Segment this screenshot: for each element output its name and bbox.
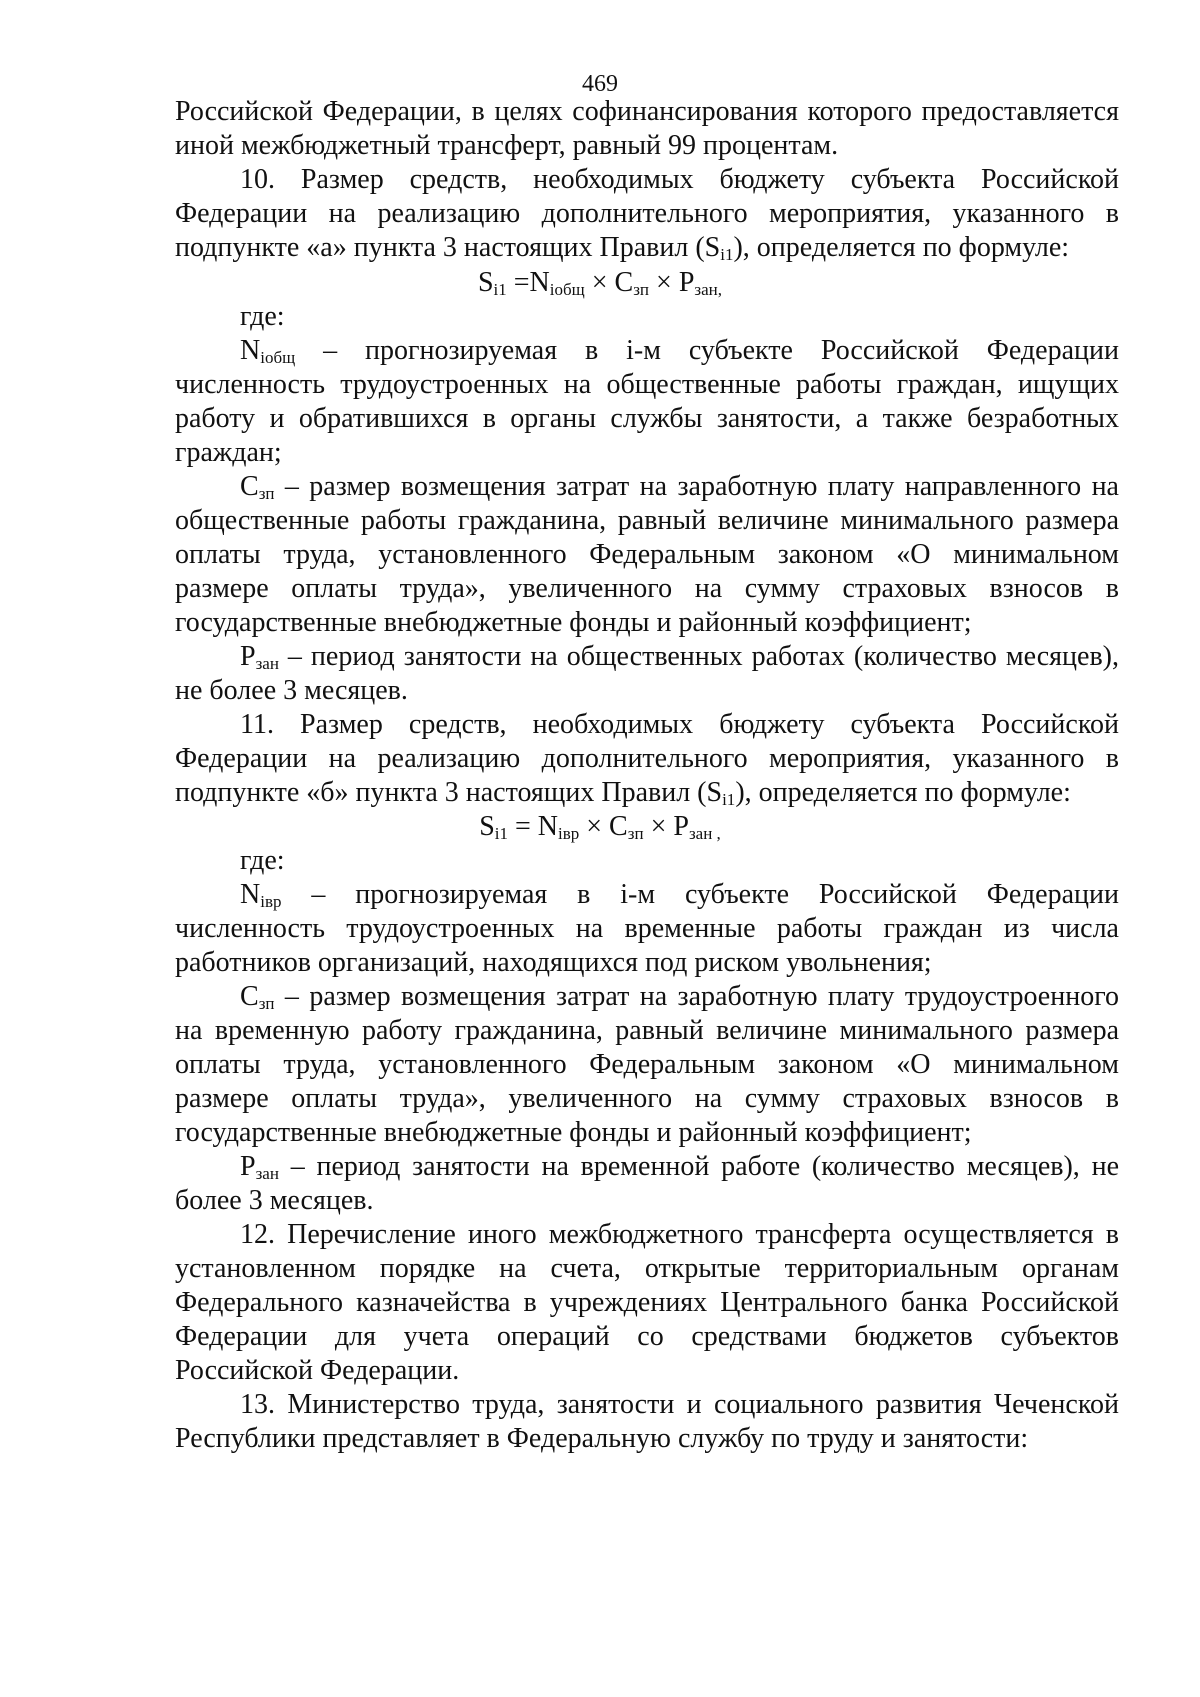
text-line: на временную работу гражданина, равный величине минимального размера <box>175 1015 1119 1046</box>
text-line: Республики представляет в Федеральную службу по труду и занятости: <box>175 1423 1029 1454</box>
text-line: Федерации для учета операций со средствами бюджетов субъектов <box>175 1321 1119 1352</box>
text-line: Российской Федерации. <box>175 1355 460 1386</box>
definition-line: $P_{зан}$ – период занятости на общественных работах (количество месяцев), <box>240 641 1119 673</box>
text-line: иной межбюджетный трансферт, равный 99 процентам. <box>175 130 839 161</box>
definition-line: $N_{iвр}$ – прогнозируемая в i-м субъекте Российской Федерации <box>240 879 1119 911</box>
formula-1: $S_{i1} =N_{iобщ} \times C_{зп} \times P_{зан,}$ <box>477 267 723 299</box>
formula-2: $S_{i1} = N_{iвр} \times C_{зп} \times P_{зан ,}$ <box>479 811 721 843</box>
definition-line: $P_{зан}$ – период занятости на временной работе (количество месяцев), не <box>240 1151 1119 1183</box>
text-line: государственные внебюджетные фонды и районный коэффициент; <box>175 607 972 638</box>
text-line-with-subscript: подпункте «б» пункта 3 настоящих Правил $(S_{i1})$, определяется по формуле: <box>175 777 1071 809</box>
text-line: работников организаций, находящихся под риском увольнения; <box>175 947 932 978</box>
text-line: где: <box>240 301 285 332</box>
text-line: Российской Федерации, в целях софинансирования которого предоставляется <box>175 96 1119 127</box>
text-line-with-subscript: подпункте «а» пункта 3 настоящих Правил $(S_{i1})$, определяется по формуле: <box>175 232 1070 264</box>
text-line: работу и обратившихся в органы службы занятости, а также безработных <box>175 403 1119 434</box>
text-line: Федерации на реализацию дополнительного мероприятия, указанного в <box>175 198 1119 229</box>
text-line: численность трудоустроенных на временные работы граждан из числа <box>175 913 1119 944</box>
text-line: более 3 месяцев. <box>175 1185 374 1216</box>
paragraph-12-first-line: 12. Перечисление иного межбюджетного трансферта осуществляется в <box>240 1219 1119 1250</box>
text-line: численность трудоустроенных на общественные работы граждан, ищущих <box>175 369 1119 400</box>
definition-line: $N_{iобщ}$ – прогнозируемая в i-м субъекте Российской Федерации <box>240 335 1119 367</box>
text-line: где: <box>240 845 285 876</box>
text-line: не более 3 месяцев. <box>175 675 408 706</box>
paragraph-10-first-line: 10. Размер средств, необходимых бюджету субъекта Российской <box>240 164 1119 195</box>
text-line: установленном порядке на счета, открытые территориальным органам <box>175 1253 1119 1284</box>
paragraph-11-first-line: 11. Размер средств, необходимых бюджету субъекта Российской <box>240 709 1119 740</box>
paragraph-13-first-line: 13. Министерство труда, занятости и социального развития Чеченской <box>240 1389 1119 1420</box>
text-line: Федерации на реализацию дополнительного мероприятия, указанного в <box>175 743 1119 774</box>
definition-line: $C_{зп}$ – размер возмещения затрат на заработную плату направленного на <box>240 471 1119 503</box>
text-line: общественные работы гражданина, равный величине минимального размера <box>175 505 1119 536</box>
definition-line: $C_{зп}$ – размер возмещения затрат на заработную плату трудоустроенного <box>240 981 1119 1013</box>
text-line: Федерального казначейства в учреждениях Центрального банка Российской <box>175 1287 1119 1318</box>
text-line: оплаты труда, установленного Федеральным законом «О минимальном <box>175 1049 1119 1080</box>
text-line: государственные внебюджетные фонды и районный коэффициент; <box>175 1117 972 1148</box>
text-line: граждан; <box>175 437 282 468</box>
page-number: 469 <box>582 71 618 97</box>
text-line: размере оплаты труда», увеличенного на сумму страховых взносов в <box>175 1083 1119 1114</box>
text-line: оплаты труда, установленного Федеральным законом «О минимальном <box>175 539 1119 570</box>
text-line: размере оплаты труда», увеличенного на сумму страховых взносов в <box>175 573 1119 604</box>
